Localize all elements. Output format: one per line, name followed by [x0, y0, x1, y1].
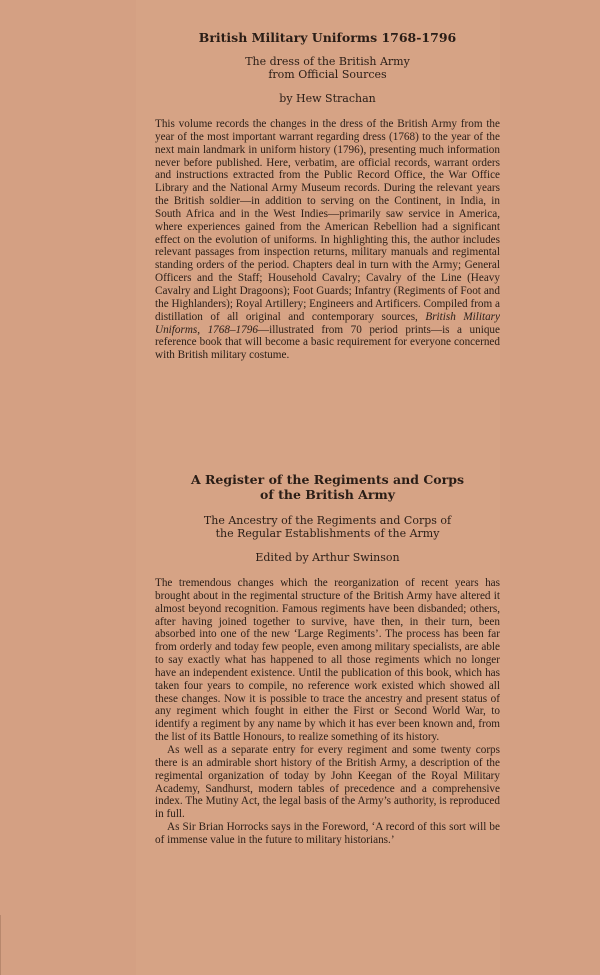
title-line: of the British Army — [260, 487, 395, 502]
register-paragraph-2: As well as a separate entry for every regiment and some twenty corps there is an admirable short history of the British Army, a description of the regimental organization of today by John Keegan of the Royal Military Academy, Sandhurst, modern tables of precedence and a comprehensive index. The Mutiny Act, the legal basis of the Army’s authority, is reproduced in full. — [155, 743, 500, 821]
description-text-end: —illustrated from 70 period prints—is a unique reference book that will become a basic requirement for everyone concerned with British military costume. — [155, 323, 500, 362]
subtitle-line: the Regular Establishments of the Army — [215, 527, 440, 540]
book-description-uniforms — [155, 118, 500, 362]
description-text: This volume records the changes in the dress of the British Army from the year of the most important warrant regarding dress (1768) to the year of the next main landmark in uniform history (1796), presenting much information never before published. Here, verbatim, are official records, warrant orders and instructions extracted from the Public Record Office, the War Office Library and the National Army Museum records. During the relevant years the British soldier—in addition to serving on the Continent, in India, in South Africa and in the West Indies—primarily saw service in America, where experiences gained from the American Rebellion had a significant effect on the evolution of uniforms. In highlighting this, the author includes relevant passages from inspection returns, military manuals and regimental standing orders of the period. Chapters deal in turn with the Army; General Officers and the Staff; Household Cavalry; Cavalry of the Line (Heavy Cavalry and Light Dragoons); Foot Guards; Infantry (Regiments of Foot and the Highlanders); Royal Artillery; Engineers and Artificers. Compiled from a distillation of all original and contemporary sources, — [155, 118, 500, 323]
book-editor-register: Edited by Arthur Swinson — [255, 551, 400, 564]
book-title-uniforms: British Military Uniforms 1768-1796 — [198, 30, 457, 45]
title-line: A Register of the Regiments and Corps — [190, 472, 464, 487]
book-author-uniforms: by Hew Strachan — [279, 92, 376, 105]
jacket-edge — [0, 915, 19, 975]
register-paragraph-3: As Sir Brian Horrocks says in the Foreword, ‘A record of this sort will be of immense value in the future to military historians.’ — [155, 821, 500, 846]
book-blurb-uniforms — [155, 30, 500, 362]
description-italic-title: British Military Uniforms, 1768–1796 — [155, 310, 500, 336]
subtitle-line: The dress of the British Army — [245, 55, 410, 68]
book-blurb-register — [155, 472, 500, 847]
book-subtitle-register — [155, 514, 500, 540]
register-paragraph-1: The tremendous changes which the reorganization of recent years has brought about in the regimental structure of the British Army have altered it almost beyond recognition. Famous regiments have been disbanded; others, after having joined together to survive, have then, in their turn, been absorbed into one of the new ‘Large Regiments’. The process has been far from orderly and today few people, even among military specialists, are able to say exactly what has happened to all those regiments which no longer have an independent existence. Until the publication of this book, which has taken four years to compile, no reference work existed which showed all these changes. Now it is possible to trace the ancestry and present status of any regiment which fought in either the First or Second World War, to identify a regiment by any name by which it has ever been known and, from the list of its Battle Honours, to realize something of its history. — [155, 577, 500, 744]
subtitle-line: from Official Sources — [268, 68, 387, 81]
subtitle-line: The Ancestry of the Regiments and Corps of — [203, 514, 452, 527]
book-subtitle-uniforms — [155, 55, 500, 81]
book-title-register — [155, 472, 500, 502]
